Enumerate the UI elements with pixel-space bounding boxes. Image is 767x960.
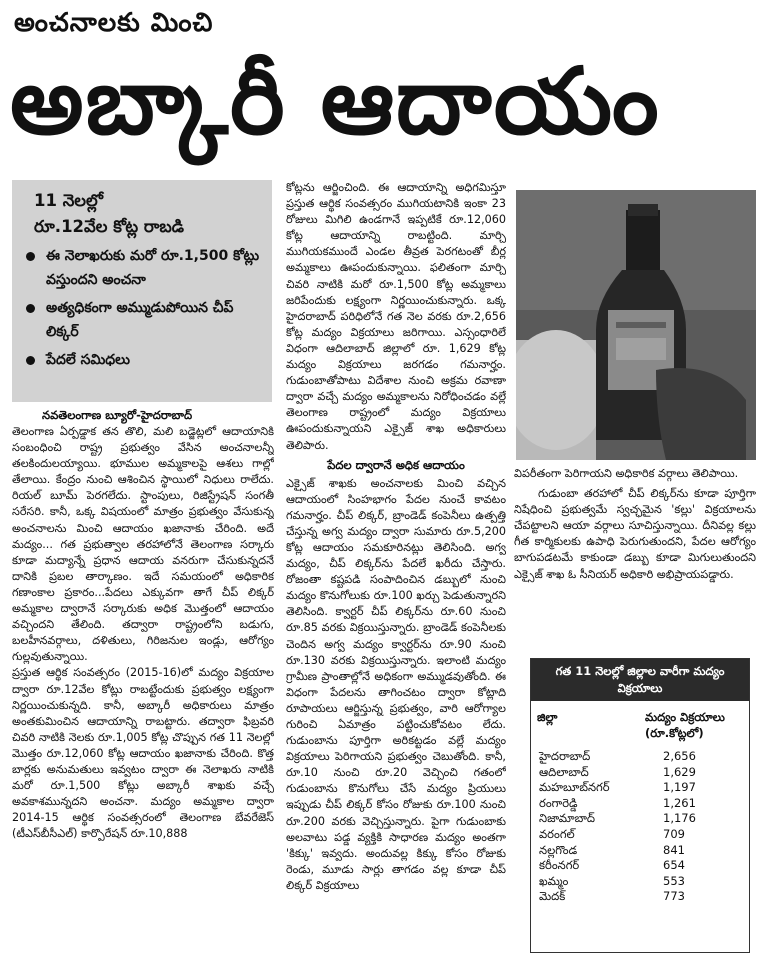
sales-value: 709: [663, 826, 685, 841]
table-row: [531, 796, 749, 812]
district-name: మహబూబ్‌నగర్: [539, 780, 610, 795]
sales-value: 1,629: [663, 764, 696, 779]
sales-value: 654: [663, 858, 685, 873]
column-header-district: జిల్లా: [537, 710, 558, 724]
column-header-sales: మద్యం విక్రయాలు (రూ.కోట్లలో): [645, 710, 725, 740]
highlights-title-line2: రూ.12వేల కోట్ల రాబడి: [34, 217, 184, 236]
district-name: ఆదిలాబాద్: [539, 764, 589, 779]
article-column-3: [514, 466, 756, 651]
article-column-1: [12, 406, 274, 956]
highlights-title-line1: 11 నెలల్లో: [34, 191, 103, 210]
district-name: వరంగల్: [539, 826, 575, 841]
table-row: [531, 889, 749, 905]
district-sales-table: [530, 658, 750, 953]
district-name: హైదరాబాద్: [539, 749, 591, 763]
byline: నవతెలంగాణ బ్యూరో-హైదరాబాద్: [42, 408, 193, 422]
table-row: [531, 743, 749, 765]
highlights-box: [12, 180, 272, 402]
article-paragraph: తెలంగాణ ఏర్పడ్డాక తన తొలి, మలి బడ్జెట్లలో ఆదాయానికి సంబంధించి రాష్ట్ర ప్రభుత్వం వేసిన అంచనాలన్నీ తలకిందులయ్యాయి. భూముల అమ్మకాలపై ఆశలు గాల్లో తేలాయి. కేంద్రం నుంచి ఆశించిన స్థాయిలో నిధులు రాలేదు. రియల్ బూమ్ పెరగలేదు. స్టాంపులు, రిజిస్ట్రేషన్ సంగతీ సరేసరి. కానీ, ఒక్క విషయంలో మాత్రం ప్రభుత్వం వేసుకున్న అంచనాలను మించి ఆదాయం ఖజానాకు చేరింది. అదే మద్యం... గత ప్రభుత్వాల తరహాలోనే తెలంగాణ సర్కారు కూడా మద్యాన్నే ప్రధాన ఆదాయ వనరుగా చేసుకున్నదనే దానికి ప్రబల తార్కాణం. ఇదే సమయంలో అధికారిక గణాంకాల ప్రకారం...పేదలు ఎక్కువగా తాగే చీప్ లిక్కర్ అమ్మకాల ద్వారానే సర్కారుకు అధిక మొత్తంలో ఆదాయం వచ్చిందని తేలింది. తద్వారా రాష్ట్రంలోని బడుగు, బలహీనవర్గాలు, దళితులు, గిరిజనుల ఇండ్లు, ఆరోగ్యం గుల్లవుతున్నాయి.: [12, 425, 274, 664]
district-name: నల్లగొండ: [539, 842, 578, 857]
sales-value: 841: [663, 842, 685, 857]
liquor-bottle-photo: [516, 190, 756, 460]
table-row: [531, 827, 749, 843]
article-paragraph: ప్రస్తుత ఆర్థిక సంవత్సరం (2015-16)లో మద్యం విక్రయాల ద్వారా రూ.12వేల కోట్లు రాబట్టేందుకు ప్రభుత్వం లక్ష్యంగా నిర్ణయించుకున్నది. కానీ, అబ్కారీ అధికారులు మాత్రం అంతకుమించిన ఆదాయాన్ని రాబట్టారు. తద్వారా ఫిబ్రవరి చివరి నాటికి నెలకు రూ.1,005 కోట్ల చొప్పున గత 11 నెలల్లో మొత్తం రూ.12,060 కోట్ల ఆదాయం ఖజానాకు చేరింది. కొత్త బార్లకు అనుమతులు ఇవ్వటం ద్వారా ఈ నెలాఖరు నాటికి మరో రూ.1,500 కోట్లు అబ్కారీ శాఖకు వచ్చే అవకాశమున్నదని అంచనా. మద్యం అమ్మకాల ద్వారా 2014-15 ఆర్థిక సంవత్సరంలో తెలంగాణ బేవరేజెస్ (టీఎస్‌బీసీఎల్) కార్పొరేషన్ రూ.10,888: [12, 666, 274, 841]
district-name: నిజామాబాద్: [539, 811, 596, 826]
table-row: [531, 780, 749, 796]
table-heading: గత 11 నెలల్లో జిల్లాల వారీగా మద్యం విక్రయాలు: [531, 659, 749, 701]
table-row: [531, 843, 749, 859]
table-row: [531, 811, 749, 827]
table-row: [531, 858, 749, 874]
highlight-item: ఈ నెలాఖరుకు మరో రూ.1,500 కోట్లు వస్తుందని అంచనా: [24, 244, 260, 292]
highlights-list: [24, 244, 260, 372]
article-paragraph: విపరీతంగా పెరిగాయని అధికారిక వర్గాలు తెలిపాయి.: [514, 467, 739, 480]
sales-table: [531, 705, 749, 905]
district-name: రంగారెడ్డి: [539, 795, 578, 810]
sales-value: 1,176: [663, 811, 696, 826]
highlight-item: అత్యధికంగా అమ్ముడుపోయిన చీప్ లిక్కర్: [24, 296, 260, 344]
sales-value: 553: [663, 873, 685, 888]
article-paragraph: గుడుంబా తరహాలో చీప్ లిక్కర్‌ను కూడా పూర్తిగా నిషేధించి ప్రభుత్వమే స్వచ్ఛమైన 'కల్లు' విక్రయాలను చేపట్టాలని ఆయా వర్గాలు సూచిస్తున్నాయి. దీనివల్ల కల్లు గీత కార్మికులకు ఉపాధి పెరుగుతుందని, పేదల ఆరోగ్యం బాగుపడటమే కాకుండా డబ్బు కూడా మిగులుతుందని ఎక్సైజ్ శాఖ ఓ సీనియర్ అధికారి అభిప్రాయపడ్డారు.: [514, 487, 756, 581]
article-column-2: [286, 180, 506, 956]
district-name: ఖమ్మం: [539, 873, 569, 888]
article-paragraph: కోట్లను ఆర్జించింది. ఈ ఆదాయాన్ని అధిగమిస్తూ ప్రస్తుత ఆర్థిక సంవత్సరం ముగియటానికి ఇంకా 23 రోజులు మిగిలి ఉండగానే ఇప్పటికే రూ.12,060 కోట్ల ఆదాయాన్ని రాబట్టింది. మార్చి ముగియకముందే ఎండల తీవ్రత పెరగటంతో బీర్ల అమ్మకాలు ఊపందుకున్నాయి. ఫలితంగా మార్చి చివరి నాటికి మరో రూ.1,500 కోట్ల అమ్మకాలు జరిపేందుకు లక్ష్యంగా నిర్ణయించుకున్నారు. ఒక్క హైదరాబాద్ పరిధిలోనే గత నెల వరకు రూ.2,656 కోట్ల మద్యం విక్రయాలు జరిగాయి. ఎస్సంధారిలే విధంగా ఆదిలాబాద్ జిల్లాలో రూ. 1,629 కోట్ల మద్యం విక్రయాలు జరగడం గమనార్హం. గుడుంబాతోపాటు విదేశాల నుంచి అక్రమ రవాణా ద్వారా వచ్చే మద్యం అమ్మకాలను నిరోధించడం వల్లే తెలంగాణ రాష్ట్రంలో మద్యం విక్రయాలు ఊపందుకున్నాయని ఎక్సైజ్ శాఖ అధికారులు తెలిపారు.: [286, 181, 506, 452]
sales-value: 1,261: [663, 795, 696, 810]
district-name: మెదక్: [539, 889, 566, 904]
district-name: కరీంనగర్: [539, 858, 580, 873]
sales-value: 2,656: [663, 749, 696, 763]
table-row: [531, 874, 749, 890]
headline: అబ్కారీ ఆదాయం: [10, 48, 661, 155]
article-paragraph: ఎక్సైజ్ శాఖకు అంచనాలకు మించి వచ్చిన ఆదాయంలో సింహభాగం పేదల నుంచే కావటం గమనార్హం. చీప్ లిక్కర్, బ్రాండెడ్ కంపెనీలు ఉత్పత్తి చేస్తున్న అగ్వ మద్యం ద్వారా సుమారు రూ.5,200 కోట్ల ఆదాయం సమకూరినట్లు తెలిసింది. అగ్వ మద్యం, చీప్ లిక్కర్‌ను పేదలే ఖరీదు చేస్తారు. రోజంతా కష్టపడి సంపాదించిన డబ్బులో నుంచి మద్యం కొనుగోలుకు రూ.100 ఖర్చు పెడుతున్నారని తెలిసింది. క్వార్టర్ చీప్ లిక్కర్‌ను రూ.60 నుంచి రూ.85 వరకు విక్రయిస్తున్నారు. బ్రాండెడ్ కంపెనీలకు చెందిన అగ్వ మద్యం క్వార్టర్‌ను రూ.90 నుంచి రూ.130 వరకు విక్రయిస్తున్నారు. ఇలాంటి మద్యం గ్రామీణ ప్రాంతాల్లోనే అధికంగా అమ్ముడవుతోంది. ఈ విధంగా పేదలను తాగించటం ద్వారా కోట్లాది రూపాయలు ఆర్జిస్తున్న ప్రభుత్వం, వారి ఆరోగ్యాల గురించి ఏమాత్రం పట్టించుకోవటం లేదు. గుడుంబాను పూర్తిగా అరికట్టడం వల్లే మద్యం విక్రయాలు పెరిగాయని ప్రభుత్వం చెబుతోంది. కానీ, రూ.10 నుంచి రూ.20 వెచ్చించి గతంలో గుడుంబాను కొనుగోలు చేసే మద్యం ప్రియులు ఇప్పుడు చీప్ లిక్కర్ కోసం రోజుకు రూ.100 నుంచి రూ.200 వరకు వెచ్చిస్తున్నారు. పైగా గుడుంబాకు అలవాటు పడ్డ వ్యక్తికి సాధారణ మద్యం అంతగా 'కిక్కు' ఇవ్వదు. అందువల్ల కిక్కు కోసం రోజుకు రెండు, మూడు సార్లు తాగడం వల్ల కూడా చీప్ లిక్కర్ విక్రయాలు: [286, 476, 506, 892]
highlight-item: పేదలే సమిధలు: [24, 348, 260, 372]
sales-value: 1,197: [663, 780, 696, 795]
kicker: అంచనాలకు మించి: [14, 8, 214, 38]
table-header-row: [531, 705, 749, 743]
section-subhead: పేదల ద్వారానే అధిక ఆదాయం: [327, 457, 465, 472]
table-row: [531, 765, 749, 781]
sales-value: 773: [663, 889, 685, 904]
